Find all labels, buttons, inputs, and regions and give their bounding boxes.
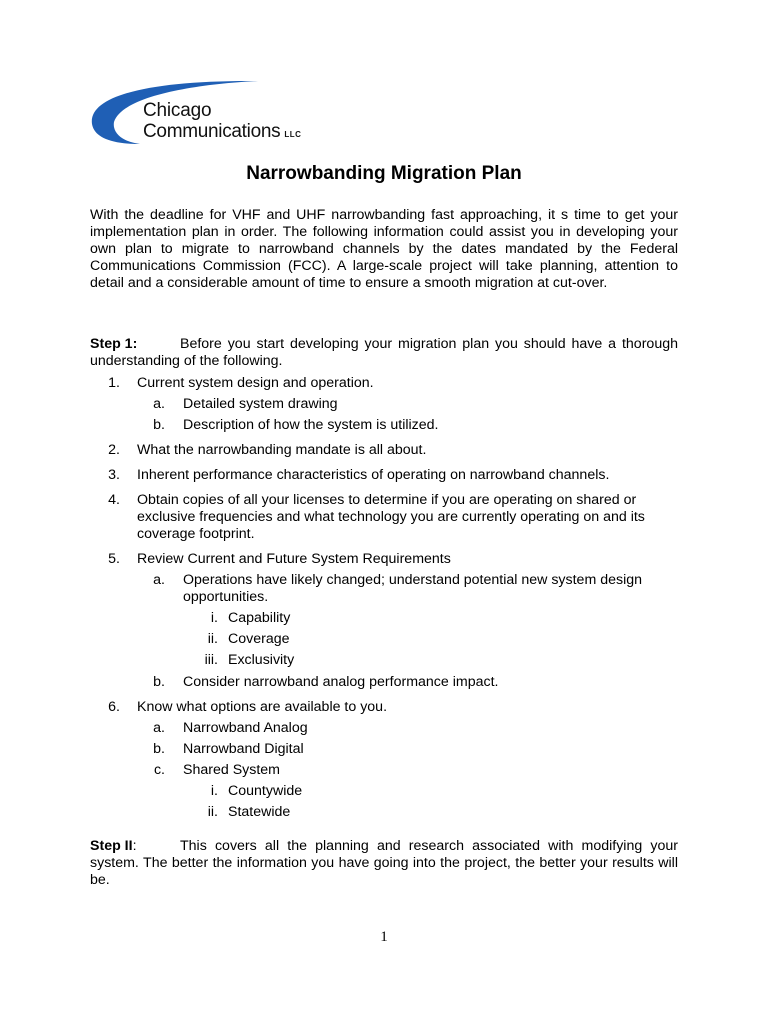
- step2-label-text: Step II: [90, 838, 133, 854]
- list-item-letter: c.: [153, 762, 165, 778]
- step2-label: [90, 838, 180, 855]
- list-item-text: Coverage: [228, 631, 290, 647]
- logo-text-llc: LLC: [284, 130, 302, 139]
- list-item-number: 4.: [108, 492, 120, 508]
- list-item-letter: a.: [153, 572, 165, 588]
- list-item-roman: iii.: [204, 652, 218, 668]
- list-item: [90, 467, 678, 484]
- list-item-text: Countywide: [228, 783, 303, 799]
- list-item-letter: b.: [153, 417, 165, 433]
- list-item-number: 6.: [108, 699, 120, 715]
- step1-text: Before you start developing your migration plan you should have a thorough understanding of the following.: [90, 336, 678, 369]
- list-subitem: [90, 572, 678, 606]
- list-subsubitem: [90, 631, 678, 648]
- list-item: [90, 375, 678, 392]
- list-item-text: Obtain copies of all your licenses to determine if you are operating on shared or exclusive frequencies and what technology you are currently operating on and its coverage footprint.: [137, 492, 645, 542]
- list-item-letter: b.: [153, 741, 165, 757]
- list-item-letter: a.: [153, 720, 165, 736]
- list-item-text: Exclusivity: [228, 652, 295, 668]
- logo-text-communications-word: Communications: [143, 121, 281, 142]
- logo-text-chicago: Chicago: [143, 100, 212, 121]
- list-item-text: Know what options are available to you.: [137, 699, 388, 715]
- list-item-number: 2.: [108, 442, 120, 458]
- list-item-text: Description of how the system is utilized.: [183, 417, 439, 433]
- list-subitem: [90, 417, 678, 434]
- list-item-text: Inherent performance characteristics of operating on narrowband channels.: [137, 467, 610, 483]
- step1-paragraph: [90, 336, 678, 370]
- list-item-number: 1.: [108, 375, 120, 391]
- list-item-number: 3.: [108, 467, 120, 483]
- list-item: [90, 492, 678, 543]
- list-item-text: Current system design and operation.: [137, 375, 374, 391]
- company-logo: [88, 78, 323, 146]
- list-item: [90, 442, 678, 459]
- list-item-roman: ii.: [207, 631, 218, 647]
- logo-text-communications: [143, 121, 301, 143]
- list-item-text: Review Current and Future System Requirements: [137, 551, 451, 567]
- list-subsubitem: [90, 783, 678, 800]
- list-item-roman: i.: [210, 610, 218, 626]
- list-item: [90, 699, 678, 716]
- list-subitem: [90, 720, 678, 737]
- list-subitem: [90, 741, 678, 758]
- step1-label: Step 1:: [90, 336, 138, 352]
- step2-label-colon: :: [132, 838, 137, 854]
- step2-text: This covers all the planning and research associated with modifying your system. The better the information you have going into the project, the better your results will be.: [90, 838, 678, 888]
- list-subsubitem: [90, 804, 678, 821]
- intro-paragraph: With the deadline for VHF and UHF narrowbanding fast approaching, it s time to get your implementation plan in order. The following information could assist you in developing your own plan to migrate to narrowband channels by the dates mandated by the Federal Communications Commission (FCC). A large-scale project will take planning, attention to detail and a considerable amount of time to ensure a smooth migration at cut-over.: [90, 207, 678, 291]
- list-item-roman: i.: [210, 783, 218, 799]
- list-subitem: [90, 762, 678, 779]
- list-item-text: What the narrowbanding mandate is all about.: [137, 442, 427, 458]
- list-subsubitem: [90, 652, 678, 669]
- page-number: 1: [380, 929, 388, 945]
- list-subitem: [90, 674, 678, 691]
- list-item: [90, 551, 678, 568]
- document-title: Narrowbanding Migration Plan: [246, 163, 522, 184]
- list-item-text: Operations have likely changed; understand potential new system design opportunities.: [183, 572, 643, 605]
- list-subsubitem: [90, 610, 678, 627]
- list-item-text: Narrowband Analog: [183, 720, 308, 736]
- step2-paragraph: [90, 838, 678, 889]
- list-item-letter: b.: [153, 674, 165, 690]
- list-item-text: Detailed system drawing: [183, 396, 338, 412]
- list-item-text: Capability: [228, 610, 291, 626]
- list-item-text: Consider narrowband analog performance impact.: [183, 674, 499, 690]
- list-item-text: Narrowband Digital: [183, 741, 304, 757]
- list-item-number: 5.: [108, 551, 120, 567]
- list-subitem: [90, 396, 678, 413]
- list-item-roman: ii.: [207, 804, 218, 820]
- list-item-text: Statewide: [228, 804, 291, 820]
- list-item-letter: a.: [153, 396, 165, 412]
- list-item-text: Shared System: [183, 762, 280, 778]
